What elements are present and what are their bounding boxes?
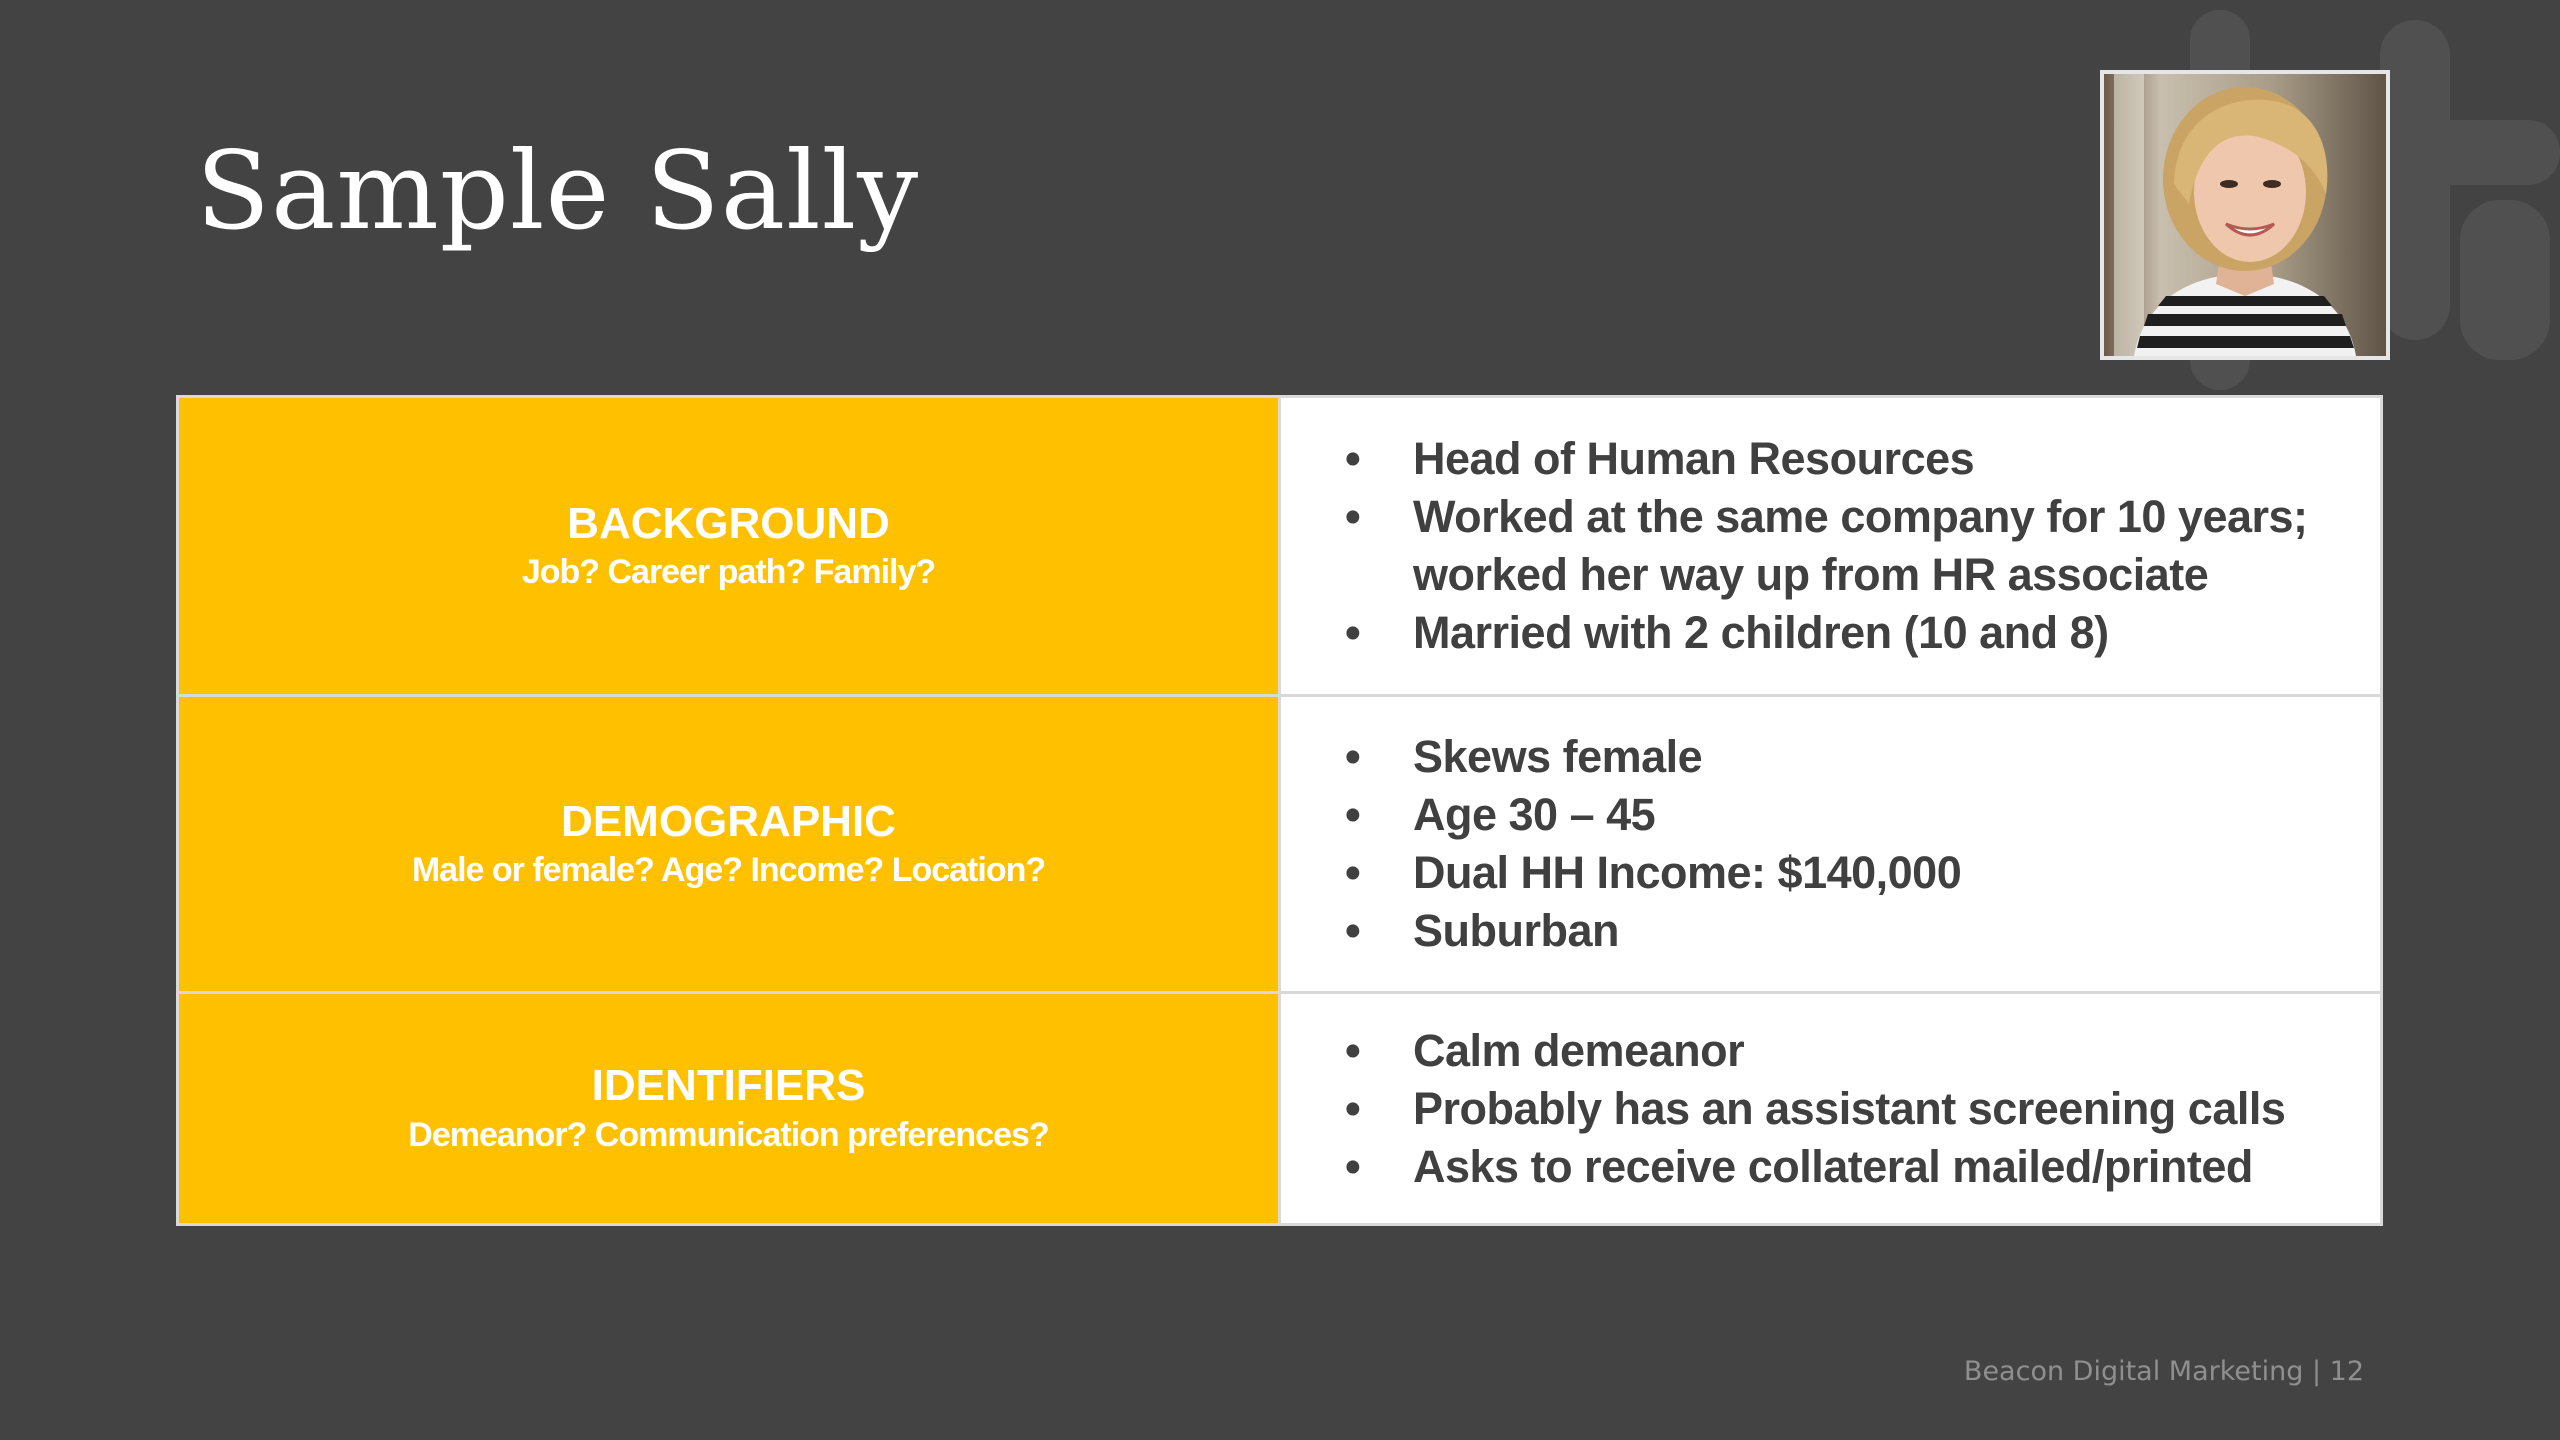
demographic-heading: DEMOGRAPHIC xyxy=(561,796,896,846)
background-label-cell xyxy=(179,398,1278,694)
identifiers-label-cell xyxy=(179,994,1278,1223)
demographic-subheading: Male or female? Age? Income? Location? xyxy=(411,851,1046,890)
bullet-item: • Age 30 – 45 xyxy=(1341,786,1961,844)
bullet-item: • Asks to receive collateral mailed/printed xyxy=(1341,1138,2285,1196)
bullet-item: • Calm demeanor xyxy=(1341,1022,2285,1080)
bullet-item: • Suburban xyxy=(1341,902,1961,960)
identifiers-content-cell xyxy=(1281,994,2380,1223)
persona-portrait-icon xyxy=(2104,74,2386,356)
background-heading: BACKGROUND xyxy=(567,498,890,548)
background-subheading: Job? Career path? Family? xyxy=(521,553,936,592)
slide-footer: Beacon Digital Marketing | 12 xyxy=(1963,1356,2364,1387)
bullet-item: • Dual HH Income: $140,000 xyxy=(1341,844,1961,902)
demographic-label-cell xyxy=(179,697,1278,991)
demographic-bullet-list xyxy=(1341,728,1961,960)
persona-photo xyxy=(2100,70,2390,360)
bullet-item: • Married with 2 children (10 and 8) xyxy=(1341,604,2343,662)
persona-table xyxy=(176,395,2383,1226)
bullet-item: • Head of Human Resources xyxy=(1341,430,2343,488)
identifiers-subheading: Demeanor? Communication preferences? xyxy=(408,1115,1049,1154)
bullet-item: • Probably has an assistant screening calls xyxy=(1341,1080,2285,1138)
bullet-item: • Skews female xyxy=(1341,728,1961,786)
background-bullet-list xyxy=(1341,430,2343,662)
slide-title: Sample Sally xyxy=(196,129,920,254)
background-content-cell xyxy=(1281,398,2380,694)
bullet-item: • Worked at the same company for 10 years; worked her way up from HR associate xyxy=(1341,488,2343,604)
identifiers-heading: IDENTIFIERS xyxy=(591,1061,866,1110)
identifiers-bullet-list xyxy=(1341,1022,2285,1196)
demographic-content-cell xyxy=(1281,697,2380,991)
